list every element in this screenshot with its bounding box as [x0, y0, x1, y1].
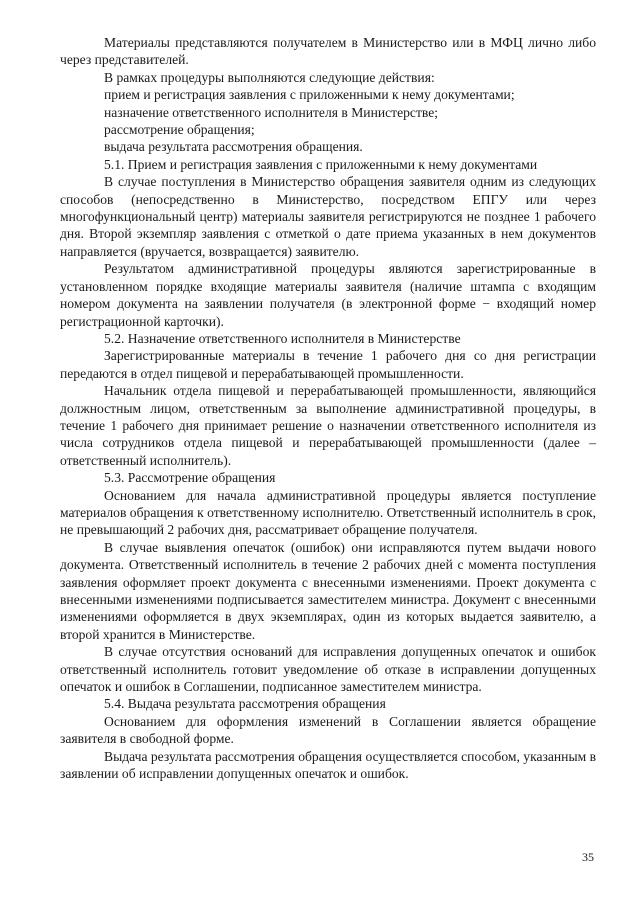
list-item: прием и регистрация заявления с приложенными к нему документами; — [104, 87, 515, 103]
list-item: назначение ответственного исполнителя в Министерстве; — [104, 104, 439, 120]
section-heading: 5.1. Прием и регистрация заявления с приложенными к нему документами — [104, 156, 538, 172]
section-heading: 5.2. Назначение ответственного исполнителя в Министерстве — [104, 330, 461, 346]
paragraph: Основанием для оформления изменений в Соглашении является обращение заявителя в свободной форме. — [60, 713, 596, 747]
paragraph: Выдача результата рассмотрения обращения осуществляется способом, указанным в заявлении об исправлении допущенных опечаток и ошибок. — [60, 748, 597, 782]
paragraph: В случае отсутствия оснований для исправления допущенных опечаток и ошибок ответственный исполнитель готовит уведомление об отказе в исправлении допущенных опечаток и ошибок в Соглашении, подписанное заместителем министра. — [60, 644, 596, 695]
list-item: рассмотрение обращения; — [104, 122, 255, 138]
paragraph: В случае выявления опечаток (ошибок) они исправляются путем выдачи нового документа. Ответственный исполнитель в течение 2 рабочих дней с момента поступления заявления оформляет проект документа с внесенными изменениями. Проект документа с внесенными изменениями подписывается заместителем министра. Документ с внесенными изменениями оформляется в двух экземплярах, один из которых выдается заявителю, а второй хранится в Министерстве. — [60, 539, 596, 642]
section-heading: 5.4. Выдача результата рассмотрения обращения — [104, 696, 386, 712]
paragraph: Результатом административной процедуры являются зарегистрированные в установленном порядке входящие материалы заявителя (наличие штампа с входящим номером документа на заявлении получателя (в электронной форме − входящий номер регистрационной карточки). — [60, 261, 596, 329]
document-page — [60, 34, 596, 782]
paragraph: Начальник отдела пищевой и перерабатывающей промышленности, являющийся должностным лицом, ответственным за выполнение административной процедуры, в течение 1 рабочего дня принимает решение о назначении ответственного исполнителя из числа сотрудников отдела пищевой и перерабатывающей промышленности (далее – ответственный исполнитель). — [60, 383, 596, 468]
paragraph: Материалы представляются получателем в Министерство или в МФЦ лично либо через представителей. — [60, 35, 596, 68]
page-number: 35 — [582, 850, 594, 864]
paragraph: Основанием для начала административной процедуры является поступление материалов обращения к ответственному исполнителю. Ответственный исполнитель в срок, не превышающий 2 рабочих дня, рассматривает обращение получателя. — [60, 487, 596, 538]
section-heading: 5.3. Рассмотрение обращения — [104, 470, 276, 486]
list-item: выдача результата рассмотрения обращения. — [104, 139, 363, 155]
paragraph: В случае поступления в Министерство обращения заявителя одним из следующих способов (непосредственно в Министерство, посредством ЕПГУ или через многофункциональный центр) материалы заявителя регистрируются не позднее 1 рабочего дня. Второй экземпляр заявления с отметкой о дате приема указанных в нем документов направляется (вручается, возвращается) заявителю. — [60, 174, 596, 259]
paragraph: В рамках процедуры выполняются следующие действия: — [104, 69, 435, 85]
paragraph: Зарегистрированные материалы в течение 1 рабочего дня со дня регистрации передаются в отдел пищевой и перерабатывающей промышленности. — [60, 348, 596, 381]
